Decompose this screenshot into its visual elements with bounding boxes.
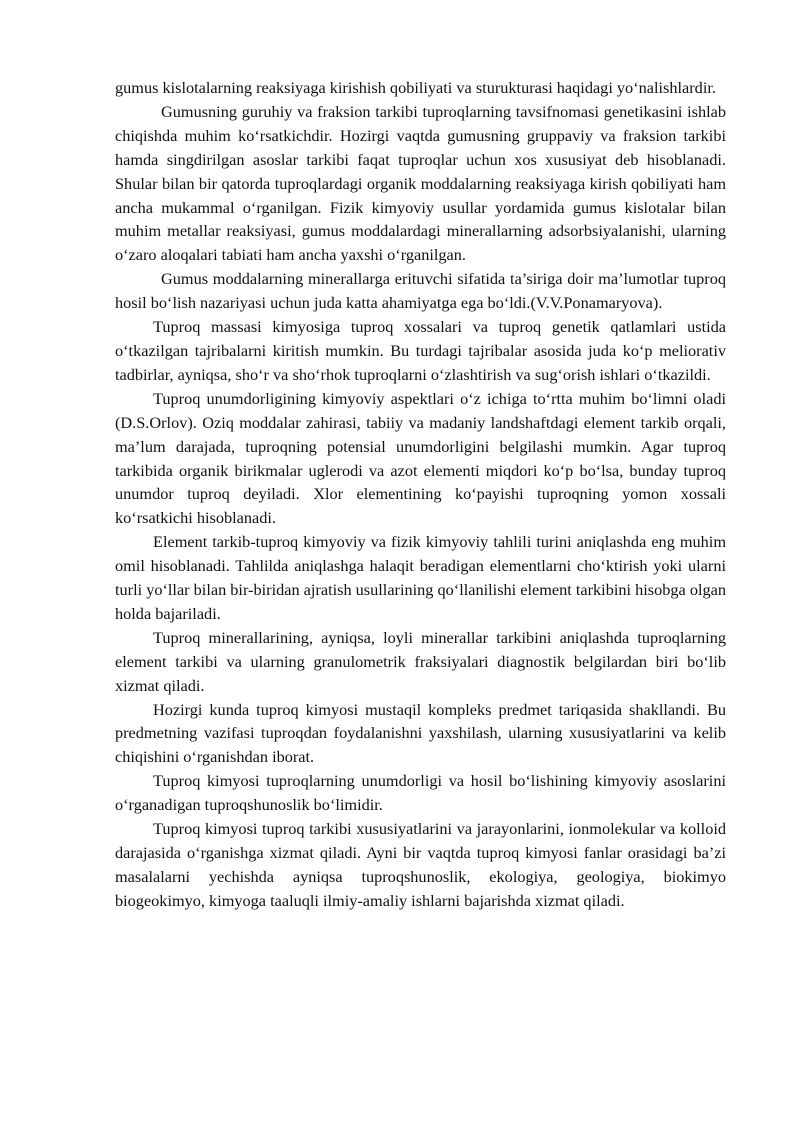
paragraph-soil-minerals: Tuproq minerallarining, ayniqsa, loyli minerallar tarkibini aniqlashda tuproqlarning element tarkibi va ularning granulometrik fraksiyalari diagnostik belgilardan biri bo‘lib xizmat qiladi. <box>115 627 726 695</box>
document-page <box>115 76 726 913</box>
paragraph-humus-composition: Gumusning guruhiy va fraksion tarkibi tuproqlarning tavsifnomasi genetikasini ishlab chiqishda muhim ko‘rsatkichdir. Hozirgi vaqtda gumusning gruppaviy va fraksion tarkibi hamda singdirilgan asoslar tarkibi faqat tuproqlar uchun xos xususiyat deb hisoblanadi. Shular bilan bir qatorda tuproqlardagi organik moddalarning reaksiyaga kirish qobiliyati ham ancha mukammal o‘rganilgan. Fizik kimyoviy usullar yordamida gumus kislotalar bilan muhim metallar reaksiyasi, gumus moddalardagi minerallarning adsorbsiyalanishi, ularning o‘zaro aloqalari tabiati ham ancha yaxshi o‘rganilgan. <box>115 101 726 265</box>
paragraph-soil-chemistry-definition: Tuproq kimyosi tuproqlarning unumdorligi va hosil bo‘lishining kimyoviy asoslarini o‘rganadigan tuproqshunoslik bo‘limidir. <box>115 771 726 815</box>
paragraph-element-composition: Element tarkib-tuproq kimyoviy va fizik kimyoviy tahlili turini aniqlashda eng muhim omil hisoblanadi. Tahlilda aniqlashga halaqit beradigan elementlarni cho‘ktirish yoki ularni turli yo‘llar bilan bir-biridan ajratish usullarining qo‘llanilishi element tarkibini hisobga olgan holda bajariladi. <box>115 532 726 623</box>
paragraph-soil-chemistry-today: Hozirgi kunda tuproq kimyosi mustaqil kompleks predmet tariqasida shakllandi. Bu predmetning vazifasi tuproqdan foydalanishni yaxshilash, ularning xususiyatlarini va kelib chiqishini o‘rganishdan iborat. <box>115 699 726 767</box>
paragraph-fertility: Tuproq unumdorligining kimyoviy aspektlari o‘z ichiga to‘rtta muhim bo‘limni oladi (D.S.Orlov). Oziq moddalar zahirasi, tabiiy va madaniy landshaftdagi element tarkib orqali, ma’lum darajada, tuproqning potensial unumdorligini belgilashi mumkin. Agar tuproq tarkibida organik birikmalar uglerodi va azot elementi miqdori ko‘p bo‘lsa, bunday tuproq unumdor tuproq deyiladi. Xlor elementining ko‘payishi tuproqning yomon xossali ko‘rsatkichi hisoblanadi. <box>115 388 726 528</box>
paragraph-soil-chemistry-scope: Tuproq kimyosi tuproq tarkibi xususiyatlarini va jarayonlarini, ionmolekular va kolloid darajasida o‘rganishga xizmat qiladi. Ayni bir vaqtda tuproq kimyosi fanlar orasidagi ba’zi masalalarni yechishda ayniqsa tuproqshunoslik, ekologiya, geologiya, biokimyo biogeokimyo, kimyoga taaluqli ilmiy-amaliy ishlarni bajarishda xizmat qiladi. <box>115 819 726 910</box>
paragraph-continuation: gumus kislotalarning reaksiyaga kirishish qobiliyati va sturukturasi haqidagi yo‘nalishlardir. <box>115 78 716 97</box>
paragraph-soil-mass: Tuproq massasi kimyosiga tuproq xossalari va tuproq genetik qatlamlari ustida o‘tkazilgan tajribalarni kiritish mumkin. Bu turdagi tajribalar asosida juda ko‘p meliorativ tadbirlar, ayniqsa, sho‘r va sho‘rhok tuproqlarni o‘zlashtirish va sug‘orish ishlari o‘tkazildi. <box>115 317 726 384</box>
paragraph-humus-minerals: Gumus moddalarning minerallarga erituvchi sifatida ta’siriga doir ma’lumotlar tuproq hosil bo‘lish nazariyasi uchun juda katta ahamiyatga ega bo‘ldi.(V.V.Ponamaryova). <box>115 269 726 313</box>
